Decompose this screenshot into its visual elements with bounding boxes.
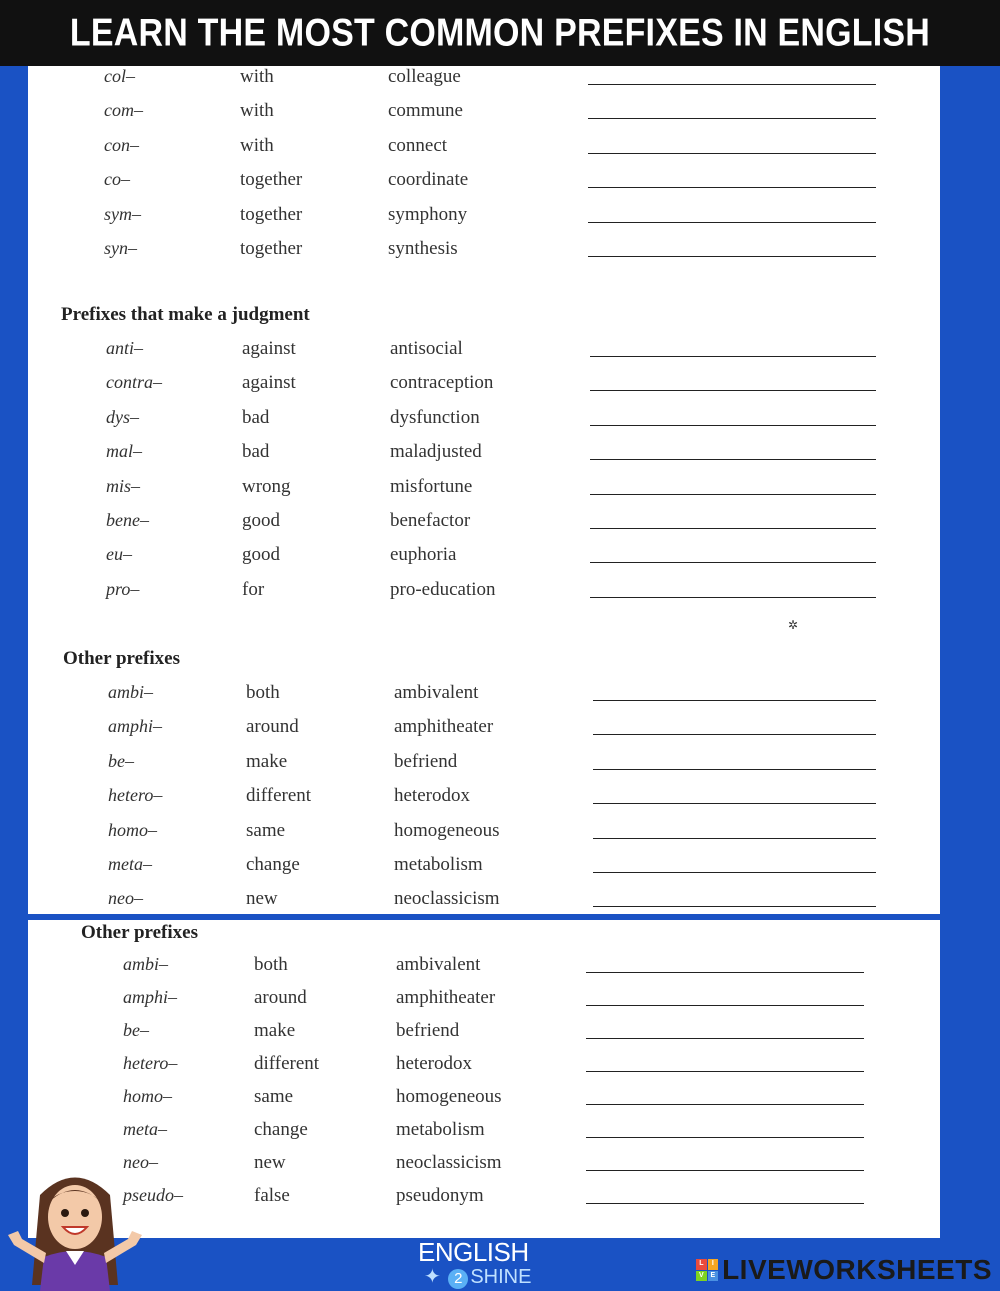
prefix-cell: amphi– [123, 987, 177, 1007]
logo-letter-i: I [708, 1259, 719, 1270]
table-row [28, 785, 940, 815]
table-row [28, 544, 940, 574]
meaning-cell: together [240, 203, 303, 225]
answer-line[interactable] [586, 1104, 864, 1105]
table-row [28, 751, 940, 781]
meaning-cell: same [254, 1086, 294, 1107]
example-cell: metabolism [394, 854, 483, 875]
liveworksheets-text: LIVEWORKSHEETS [722, 1254, 992, 1285]
answer-line[interactable] [588, 118, 876, 119]
meaning-cell: with [240, 66, 274, 87]
answer-line[interactable] [593, 734, 876, 735]
table-row [28, 1185, 940, 1215]
example-cell: colleague [388, 66, 461, 87]
answer-line[interactable] [593, 906, 876, 907]
answer-line[interactable] [590, 494, 876, 495]
meaning-cell: same [246, 819, 286, 841]
answer-line[interactable] [590, 562, 876, 563]
prefix-cell: neo– [108, 888, 143, 909]
prefix-cell: bene– [106, 510, 149, 530]
prefix-cell: pseudo– [123, 1185, 183, 1205]
meaning-cell: both [254, 954, 288, 975]
meaning-cell: change [254, 1119, 308, 1140]
example-cell: benefactor [390, 510, 471, 531]
example-cell: amphitheater [396, 987, 496, 1008]
table-row [28, 135, 940, 165]
worksheet-page [28, 66, 940, 1238]
example-cell: neoclassicism [396, 1152, 502, 1173]
prefix-cell: pro– [106, 578, 140, 599]
meaning-cell: change [246, 854, 300, 875]
table-row [28, 716, 940, 746]
brand-shine-text: SHINE [470, 1266, 532, 1288]
example-cell: dysfunction [390, 406, 480, 428]
answer-line[interactable] [588, 187, 876, 188]
meaning-cell: together [240, 169, 303, 191]
example-cell: befriend [396, 1020, 460, 1041]
answer-line[interactable] [586, 1071, 864, 1072]
prefix-cell: col– [104, 66, 135, 86]
meaning-cell: different [246, 785, 312, 807]
answer-line[interactable] [586, 1038, 864, 1039]
example-cell: befriend [394, 750, 458, 772]
meaning-cell: make [254, 1020, 296, 1041]
prefix-cell: eu– [106, 544, 132, 565]
prefix-cell: contra– [106, 372, 162, 393]
example-cell: metabolism [396, 1119, 485, 1140]
meaning-cell: against [242, 338, 296, 359]
example-cell: antisocial [390, 338, 463, 359]
table-row [28, 510, 940, 540]
prefix-cell: con– [104, 134, 139, 155]
answer-line[interactable] [588, 256, 876, 257]
table-row [28, 579, 940, 609]
meaning-cell: around [254, 987, 307, 1008]
stray-mark: ✲ [788, 618, 799, 632]
prefix-cell: mis– [106, 475, 141, 496]
table-row [28, 1053, 940, 1083]
example-cell: heterodox [396, 1053, 472, 1074]
example-cell: heterodox [394, 785, 470, 807]
meaning-cell: with [240, 100, 274, 122]
prefix-cell: co– [104, 169, 130, 190]
example-cell: ambivalent [394, 682, 479, 703]
avatar-sticker [0, 1165, 150, 1291]
prefix-cell: be– [123, 1020, 149, 1040]
meaning-cell: with [240, 134, 274, 156]
title-bar [0, 0, 1000, 66]
example-cell: ambivalent [396, 954, 481, 975]
answer-line[interactable] [586, 1203, 864, 1204]
answer-line[interactable] [590, 528, 876, 529]
prefix-cell: hetero– [123, 1053, 178, 1073]
prefix-cell: anti– [106, 338, 144, 358]
meaning-cell: bad [242, 406, 270, 428]
table-row [28, 238, 940, 268]
answer-line[interactable] [590, 390, 876, 391]
brand-shine [424, 1266, 531, 1289]
answer-line[interactable] [590, 356, 876, 357]
liveworksheets-logo[interactable] [696, 1254, 992, 1286]
prefix-cell: neo– [123, 1152, 158, 1172]
example-cell: misfortune [390, 475, 473, 497]
table-row [28, 441, 940, 471]
example-cell: euphoria [390, 544, 457, 566]
sparkle-icon: ✦ [424, 1266, 441, 1288]
table-row [28, 407, 940, 437]
table-row [28, 954, 940, 984]
table-row [28, 476, 940, 506]
meaning-cell: make [246, 750, 288, 772]
liveworksheets-icon [696, 1259, 718, 1281]
answer-line[interactable] [593, 803, 876, 804]
section-heading: Other prefixes [63, 648, 180, 669]
meaning-cell: good [242, 544, 280, 566]
prefix-cell: mal– [106, 441, 142, 462]
table-row [28, 204, 940, 234]
logo-letter-l: L [696, 1259, 707, 1270]
example-cell: coordinate [388, 169, 469, 191]
table-row [28, 820, 940, 850]
answer-line[interactable] [588, 84, 876, 85]
logo-letter-v: V [696, 1271, 707, 1282]
table-row [28, 1086, 940, 1116]
prefix-cell: hetero– [108, 785, 163, 806]
answer-line[interactable] [593, 769, 876, 770]
example-cell: symphony [388, 203, 468, 225]
prefix-cell: meta– [108, 854, 152, 874]
table-row [28, 682, 940, 712]
example-cell: homogeneous [396, 1086, 502, 1107]
answer-line[interactable] [586, 1005, 864, 1006]
english2shine-logo [418, 1238, 531, 1289]
brand-number: 2 [448, 1269, 468, 1289]
table-row [28, 854, 940, 884]
prefix-cell: dys– [106, 406, 139, 427]
meaning-cell: new [246, 888, 278, 910]
example-cell: maladjusted [390, 441, 482, 463]
table-row [28, 1020, 940, 1050]
example-cell: pseudonym [396, 1185, 484, 1206]
page-divider [28, 914, 940, 920]
example-cell: homogeneous [394, 819, 500, 841]
table-row [28, 372, 940, 402]
answer-line[interactable] [586, 1170, 864, 1171]
example-cell: neoclassicism [394, 888, 500, 910]
meaning-cell: for [242, 578, 265, 600]
answer-line[interactable] [590, 597, 876, 598]
meaning-cell: against [242, 372, 296, 394]
meaning-cell: around [246, 716, 299, 738]
prefix-cell: ambi– [123, 954, 168, 974]
prefix-cell: syn– [104, 238, 137, 258]
meaning-cell: different [254, 1053, 320, 1074]
answer-line[interactable] [593, 700, 876, 701]
brand-english: ENGLISH [418, 1237, 529, 1267]
example-cell: contraception [390, 372, 494, 394]
prefix-cell: com– [104, 100, 143, 121]
answer-line[interactable] [588, 153, 876, 154]
prefix-cell: homo– [123, 1086, 172, 1106]
prefix-cell: amphi– [108, 716, 162, 737]
meaning-cell: good [242, 510, 280, 531]
table-row [28, 987, 940, 1017]
table-row [28, 169, 940, 199]
example-cell: amphitheater [394, 716, 494, 738]
example-cell: pro-education [390, 578, 496, 600]
example-cell: commune [388, 100, 463, 122]
meaning-cell: wrong [242, 475, 291, 497]
table-row [28, 1152, 940, 1182]
answer-line[interactable] [586, 1137, 864, 1138]
prefix-cell: sym– [104, 203, 141, 224]
prefix-cell: homo– [108, 819, 157, 840]
table-row [28, 66, 940, 96]
prefix-cell: meta– [123, 1119, 167, 1139]
table-row [28, 338, 940, 368]
section-heading: Prefixes that make a judgment [61, 304, 310, 325]
example-cell: connect [388, 134, 448, 156]
answer-line[interactable] [588, 222, 876, 223]
logo-letter-e: E [708, 1271, 719, 1282]
table-row [28, 100, 940, 130]
prefix-cell: ambi– [108, 682, 153, 702]
example-cell: synthesis [388, 238, 458, 259]
meaning-cell: together [240, 238, 303, 259]
meaning-cell: new [254, 1152, 286, 1173]
meaning-cell: both [246, 682, 280, 703]
answer-line[interactable] [586, 972, 864, 973]
answer-line[interactable] [590, 425, 876, 426]
prefix-cell: be– [108, 750, 134, 771]
answer-line[interactable] [590, 459, 876, 460]
section-heading: Other prefixes [81, 922, 198, 943]
meaning-cell: bad [242, 441, 270, 463]
page-title: LEARN THE MOST COMMON PREFIXES IN ENGLISH [69, 10, 931, 55]
answer-line[interactable] [593, 872, 876, 873]
answer-line[interactable] [593, 838, 876, 839]
meaning-cell: false [254, 1185, 290, 1206]
table-row [28, 1119, 940, 1149]
